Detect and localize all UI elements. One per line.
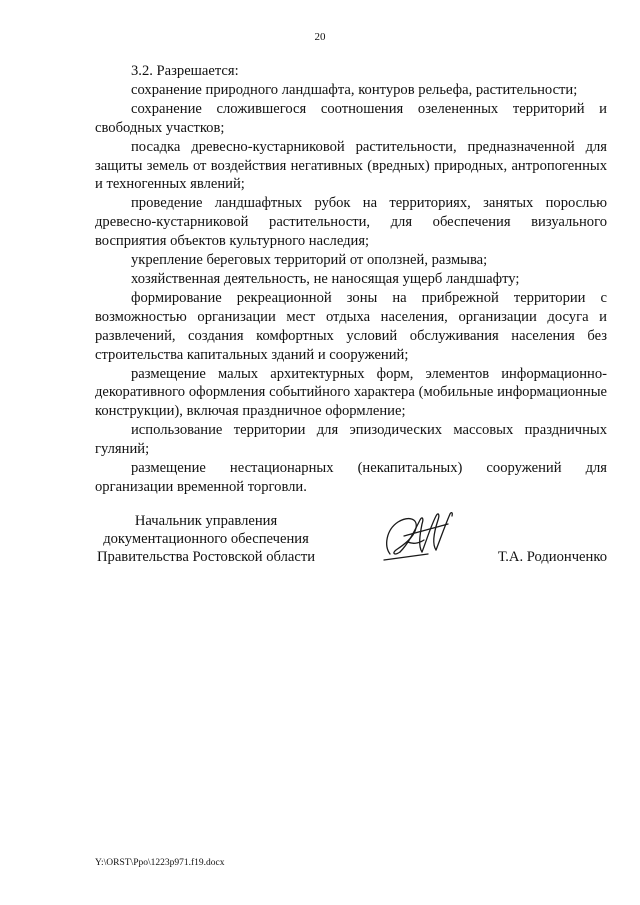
list-item: размещение нестационарных (некапитальных) сооружений для организации временной торговли. <box>95 460 607 495</box>
list-item: сохранение природного ландшафта, контуров рельефа, растительности; <box>131 81 578 98</box>
signer-title <box>95 512 317 566</box>
section-heading: 3.2. Разрешается: <box>131 63 239 79</box>
list-item: проведение ландшафтных рубок на территориях, занятых порослью древесно-кустарниковой растительности, для обеспечения визуального восприятия объектов культурного наследия; <box>95 195 607 250</box>
signer-title-line: Правительства Ростовской области <box>96 549 316 565</box>
file-path: Y:\ORST\Ppo\1223p971.f19.docx <box>95 858 225 868</box>
list-item: формирование рекреационной зоны на прибрежной территории с возможностью организации мест отдыха населения, организации досуга и развлечений, создания комфортных условий обслуживания населения без строительства капитальных зданий и сооружений; <box>95 289 607 363</box>
list-item: посадка древесно-кустарниковой растительности, предназначенной для защиты земель от воздействия негативных (вредных) природных, антропогенных и техногенных явлений; <box>95 138 607 193</box>
list-item: размещение малых архитектурных форм, элементов информационно-декоративного оформления событийного характера (мобильные информационные конструкции), включая праздничное оформление; <box>95 365 607 420</box>
list-item: хозяйственная деятельность, не наносящая ущерб ландшафту; <box>131 270 520 287</box>
document-body <box>95 62 607 497</box>
signature-block <box>95 512 607 572</box>
page-number: 20 <box>314 31 326 43</box>
signer-title-line: документационного обеспечения <box>103 531 309 547</box>
signer-title-line: Начальник управления <box>134 513 278 529</box>
list-item: сохранение сложившегося соотношения озелененных территорий и свободных участков; <box>95 100 607 136</box>
list-item: укрепление береговых территорий от оползней, размыва; <box>131 252 488 269</box>
handwritten-signature-icon <box>378 506 460 568</box>
list-item: использование территории для эпизодических массовых праздничных гуляний; <box>95 422 607 458</box>
signer-name: Т.А. Родионченко <box>497 549 607 565</box>
